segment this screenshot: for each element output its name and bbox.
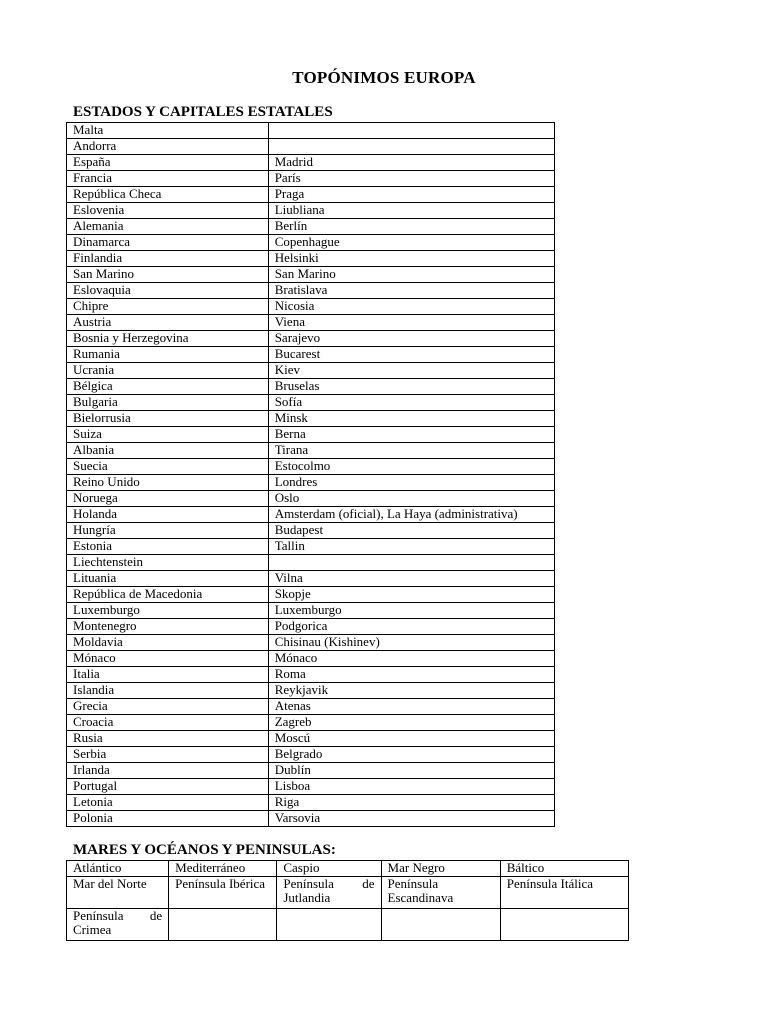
country-cell: Liechtenstein xyxy=(67,555,269,571)
capital-cell: Tallin xyxy=(268,539,554,555)
table-row xyxy=(67,267,555,283)
capital-cell: Reykjavik xyxy=(268,683,554,699)
table-row xyxy=(67,395,555,411)
capital-cell: Bucarest xyxy=(268,347,554,363)
capital-cell: Vilna xyxy=(268,571,554,587)
table-row xyxy=(67,619,555,635)
geo-feature-cell xyxy=(500,909,628,941)
country-cell: Montenegro xyxy=(67,619,269,635)
seas-peninsulas-table xyxy=(66,860,629,941)
country-cell: República Checa xyxy=(67,187,269,203)
table-row xyxy=(67,571,555,587)
country-cell: Suiza xyxy=(67,427,269,443)
geo-feature-cell: Península de Jutlandia xyxy=(277,877,381,909)
country-cell: Estonia xyxy=(67,539,269,555)
capital-cell: Londres xyxy=(268,475,554,491)
capital-cell: Tirana xyxy=(268,443,554,459)
section-heading-states: ESTADOS Y CAPITALES ESTATALES xyxy=(73,104,333,120)
capital-cell: Skopje xyxy=(268,587,554,603)
country-cell: Reino Unido xyxy=(67,475,269,491)
capital-cell: Minsk xyxy=(268,411,554,427)
table-row xyxy=(67,861,629,877)
country-cell: Italia xyxy=(67,667,269,683)
capital-cell: Kiev xyxy=(268,363,554,379)
geo-feature-cell: Península Escandinava xyxy=(381,877,500,909)
capital-cell: Atenas xyxy=(268,699,554,715)
capital-cell: Chisinau (Kishinev) xyxy=(268,635,554,651)
country-cell: Holanda xyxy=(67,507,269,523)
country-cell: España xyxy=(67,155,269,171)
table-row xyxy=(67,909,629,941)
capital-cell: Podgorica xyxy=(268,619,554,635)
country-cell: Malta xyxy=(67,123,269,139)
capital-cell: Sarajevo xyxy=(268,331,554,347)
table-row xyxy=(67,603,555,619)
capital-cell: Luxemburgo xyxy=(268,603,554,619)
capital-cell: Moscú xyxy=(268,731,554,747)
country-cell: Chipre xyxy=(67,299,269,315)
country-cell: República de Macedonia xyxy=(67,587,269,603)
capital-cell: Bruselas xyxy=(268,379,554,395)
table-row xyxy=(67,315,555,331)
country-cell: Bulgaria xyxy=(67,395,269,411)
table-row xyxy=(67,331,555,347)
table-row xyxy=(67,747,555,763)
capital-cell: Viena xyxy=(268,315,554,331)
capital-cell: Mónaco xyxy=(268,651,554,667)
capital-cell: Oslo xyxy=(268,491,554,507)
country-cell: Alemania xyxy=(67,219,269,235)
table-row xyxy=(67,635,555,651)
geo-feature-cell xyxy=(169,909,277,941)
country-cell: Rusia xyxy=(67,731,269,747)
country-cell: Polonia xyxy=(67,811,269,827)
table-row xyxy=(67,475,555,491)
table-row xyxy=(67,155,555,171)
capital-cell: Zagreb xyxy=(268,715,554,731)
capital-cell: Budapest xyxy=(268,523,554,539)
country-cell: Bielorrusia xyxy=(67,411,269,427)
country-cell: Rumania xyxy=(67,347,269,363)
table-row xyxy=(67,651,555,667)
country-cell: Suecia xyxy=(67,459,269,475)
country-cell: Luxemburgo xyxy=(67,603,269,619)
geo-feature-cell: Mar del Norte xyxy=(67,877,169,909)
geo-feature-cell xyxy=(277,909,381,941)
capital-cell: Dublín xyxy=(268,763,554,779)
table-row xyxy=(67,347,555,363)
table-row xyxy=(67,459,555,475)
capital-cell: Lisboa xyxy=(268,779,554,795)
table-row xyxy=(67,715,555,731)
geo-feature-cell: Mar Negro xyxy=(381,861,500,877)
table-row xyxy=(67,123,555,139)
country-cell: Eslovaquia xyxy=(67,283,269,299)
capital-cell: Nicosia xyxy=(268,299,554,315)
table-row xyxy=(67,171,555,187)
table-row xyxy=(67,379,555,395)
country-cell: Noruega xyxy=(67,491,269,507)
geo-feature-cell: Mediterráneo xyxy=(169,861,277,877)
table-row xyxy=(67,587,555,603)
capital-cell: París xyxy=(268,171,554,187)
capital-cell: Bratislava xyxy=(268,283,554,299)
capital-cell: Madrid xyxy=(268,155,554,171)
country-cell: Islandia xyxy=(67,683,269,699)
country-cell: Portugal xyxy=(67,779,269,795)
country-cell: Croacia xyxy=(67,715,269,731)
country-cell: Andorra xyxy=(67,139,269,155)
country-cell: Bélgica xyxy=(67,379,269,395)
country-cell: Ucrania xyxy=(67,363,269,379)
capital-cell: Estocolmo xyxy=(268,459,554,475)
country-cell: Dinamarca xyxy=(67,235,269,251)
table-row xyxy=(67,523,555,539)
geo-feature-cell: Península Itálica xyxy=(500,877,628,909)
table-row xyxy=(67,299,555,315)
table-row xyxy=(67,699,555,715)
capital-cell: Helsinki xyxy=(268,251,554,267)
table-row xyxy=(67,363,555,379)
geo-feature-cell: Península de Crimea xyxy=(67,909,169,941)
country-cell: Lituania xyxy=(67,571,269,587)
capital-cell: Berna xyxy=(268,427,554,443)
table-row xyxy=(67,283,555,299)
table-row xyxy=(67,219,555,235)
country-cell: Eslovenia xyxy=(67,203,269,219)
table-row xyxy=(67,683,555,699)
page-title: TOPÓNIMOS EUROPA xyxy=(292,68,476,87)
capital-cell: Riga xyxy=(268,795,554,811)
country-cell: Mónaco xyxy=(67,651,269,667)
table-row xyxy=(67,491,555,507)
table-row xyxy=(67,763,555,779)
capital-cell: Sofía xyxy=(268,395,554,411)
table-row xyxy=(67,731,555,747)
capital-cell: Berlín xyxy=(268,219,554,235)
geo-feature-cell: Península Ibérica xyxy=(169,877,277,909)
capital-cell: Belgrado xyxy=(268,747,554,763)
country-cell: San Marino xyxy=(67,267,269,283)
geo-feature-cell: Báltico xyxy=(500,861,628,877)
table-row xyxy=(67,555,555,571)
capital-cell: Praga xyxy=(268,187,554,203)
country-cell: Hungría xyxy=(67,523,269,539)
table-row xyxy=(67,411,555,427)
geo-feature-cell xyxy=(381,909,500,941)
capital-cell: Varsovia xyxy=(268,811,554,827)
section-heading-seas: MARES Y OCÉANOS Y PENINSULAS: xyxy=(73,842,336,858)
table-row xyxy=(67,139,555,155)
states-capitals-table xyxy=(66,122,555,827)
country-cell: Austria xyxy=(67,315,269,331)
table-row xyxy=(67,203,555,219)
capital-cell: San Marino xyxy=(268,267,554,283)
capital-cell: Roma xyxy=(268,667,554,683)
country-cell: Bosnia y Herzegovina xyxy=(67,331,269,347)
country-cell: Letonia xyxy=(67,795,269,811)
table-row xyxy=(67,795,555,811)
capital-cell: Copenhague xyxy=(268,235,554,251)
table-row xyxy=(67,427,555,443)
geo-feature-cell: Atlántico xyxy=(67,861,169,877)
capital-cell: Liubliana xyxy=(268,203,554,219)
capital-cell xyxy=(268,139,554,155)
geo-feature-cell: Caspio xyxy=(277,861,381,877)
country-cell: Finlandia xyxy=(67,251,269,267)
country-cell: Serbia xyxy=(67,747,269,763)
country-cell: Irlanda xyxy=(67,763,269,779)
table-row xyxy=(67,539,555,555)
capital-cell xyxy=(268,555,554,571)
capital-cell: Amsterdam (oficial), La Haya (administrativa) xyxy=(268,507,554,523)
table-row xyxy=(67,779,555,795)
country-cell: Francia xyxy=(67,171,269,187)
table-row xyxy=(67,507,555,523)
country-cell: Moldavia xyxy=(67,635,269,651)
table-row xyxy=(67,251,555,267)
country-cell: Grecia xyxy=(67,699,269,715)
table-row xyxy=(67,187,555,203)
table-row xyxy=(67,235,555,251)
table-row xyxy=(67,811,555,827)
table-row xyxy=(67,443,555,459)
table-row xyxy=(67,877,629,909)
capital-cell xyxy=(268,123,554,139)
table-row xyxy=(67,667,555,683)
country-cell: Albania xyxy=(67,443,269,459)
